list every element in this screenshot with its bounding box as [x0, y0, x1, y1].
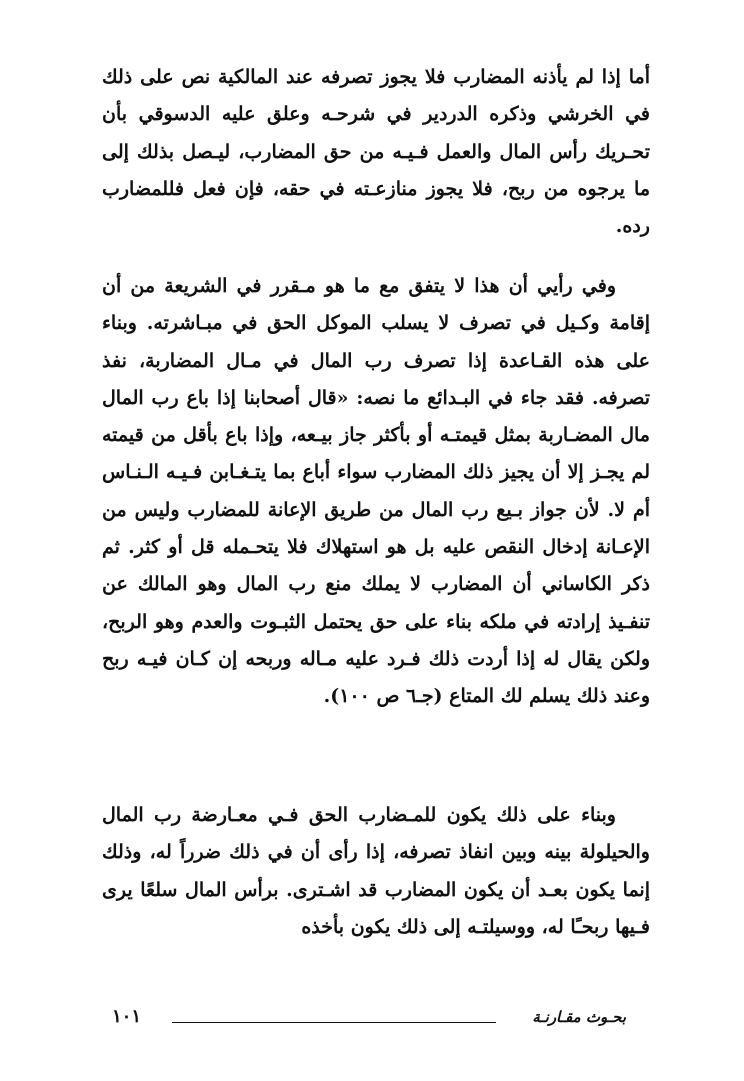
- page-footer: [112, 1006, 626, 1036]
- paragraph-1: أما إذا لم يأذنه المضارب فلا يجوز تصرفه عند المالكية نص على ذلك في الخرشي وذكره الدردير في شرحـه وعلق عليه الدسوقي بأن تحـريك رأس المال والعمل فـيـه من حق المضارب، ليـصل بذلك إلى ما يرجوه من ربح، فلا يجوز منازعـته في حقه، فإن فعل فللمضارب رده.: [102, 66, 650, 238]
- body-text-block-3: [102, 797, 650, 946]
- paragraph-2: وفي رأيي أن هذا لا يتفق مع ما هو مـقرر في الشريعة من أن إقامة وكـيل في تصرف لا يسلب الموكل الحق في مبـاشرته. وبناء على هذه القـاعدة إذا تصرف رب المال في مـال المضاربة، نفذ تصرفه. فقد جاء في البـدائع ما نصه: «قال أصحابنا إذا باع رب المال مال المضـاربة بمثل قيمتـه أو بأكثر جاز بيـعه، وإذا باع بأقل من قيمته لم يجـز إلا أن يجيز ذلك المضارب سواء أباع بما يتـغـابن فـيـه الـنـاس أم لا. لأن جواز بـيع رب المال من طريق الإعانة للمضارب وليس من الإعـانة إدخال النقص عليه بل هو استهلاك فلا يتحـمله قل أو كثر. ثم ذكر الكاساني أن المضارب لا يملك منع رب المال وهو المالك عن تنفـيذ إرادته في ملكه بناء على حق يحتمل الثبـوت والعدم وهو الربح، ولكن يقال له إذا أردت ذلك فـرد عليه مـاله وربحه إن كـان فيـه ربح وعند ذلك يسلم لك المتاع (جـ٦ ص ١٠٠).: [102, 275, 650, 708]
- page-number: ١٠١: [112, 1006, 142, 1027]
- journal-title: بحـوث مقـارنـة: [532, 1008, 626, 1026]
- body-text-block-2: [102, 268, 650, 716]
- paragraph-3: وبناء على ذلك يكون للمـضارب الحق فـي معـارضة رب المال والحيلولة بينه وبين انفاذ تصرفه، إذا رأى أن في ذلك ضرراً له، وذلك إنما يكون بعـد أن يكون المضارب قد اشـترى. برأس المال سلعًا يرى فـيها ربحـًا له، ووسيلتـه إلى ذلك يكون بأخذه: [102, 804, 650, 938]
- body-text-block-1: [102, 59, 650, 245]
- footer-rule-divider: [172, 1022, 496, 1023]
